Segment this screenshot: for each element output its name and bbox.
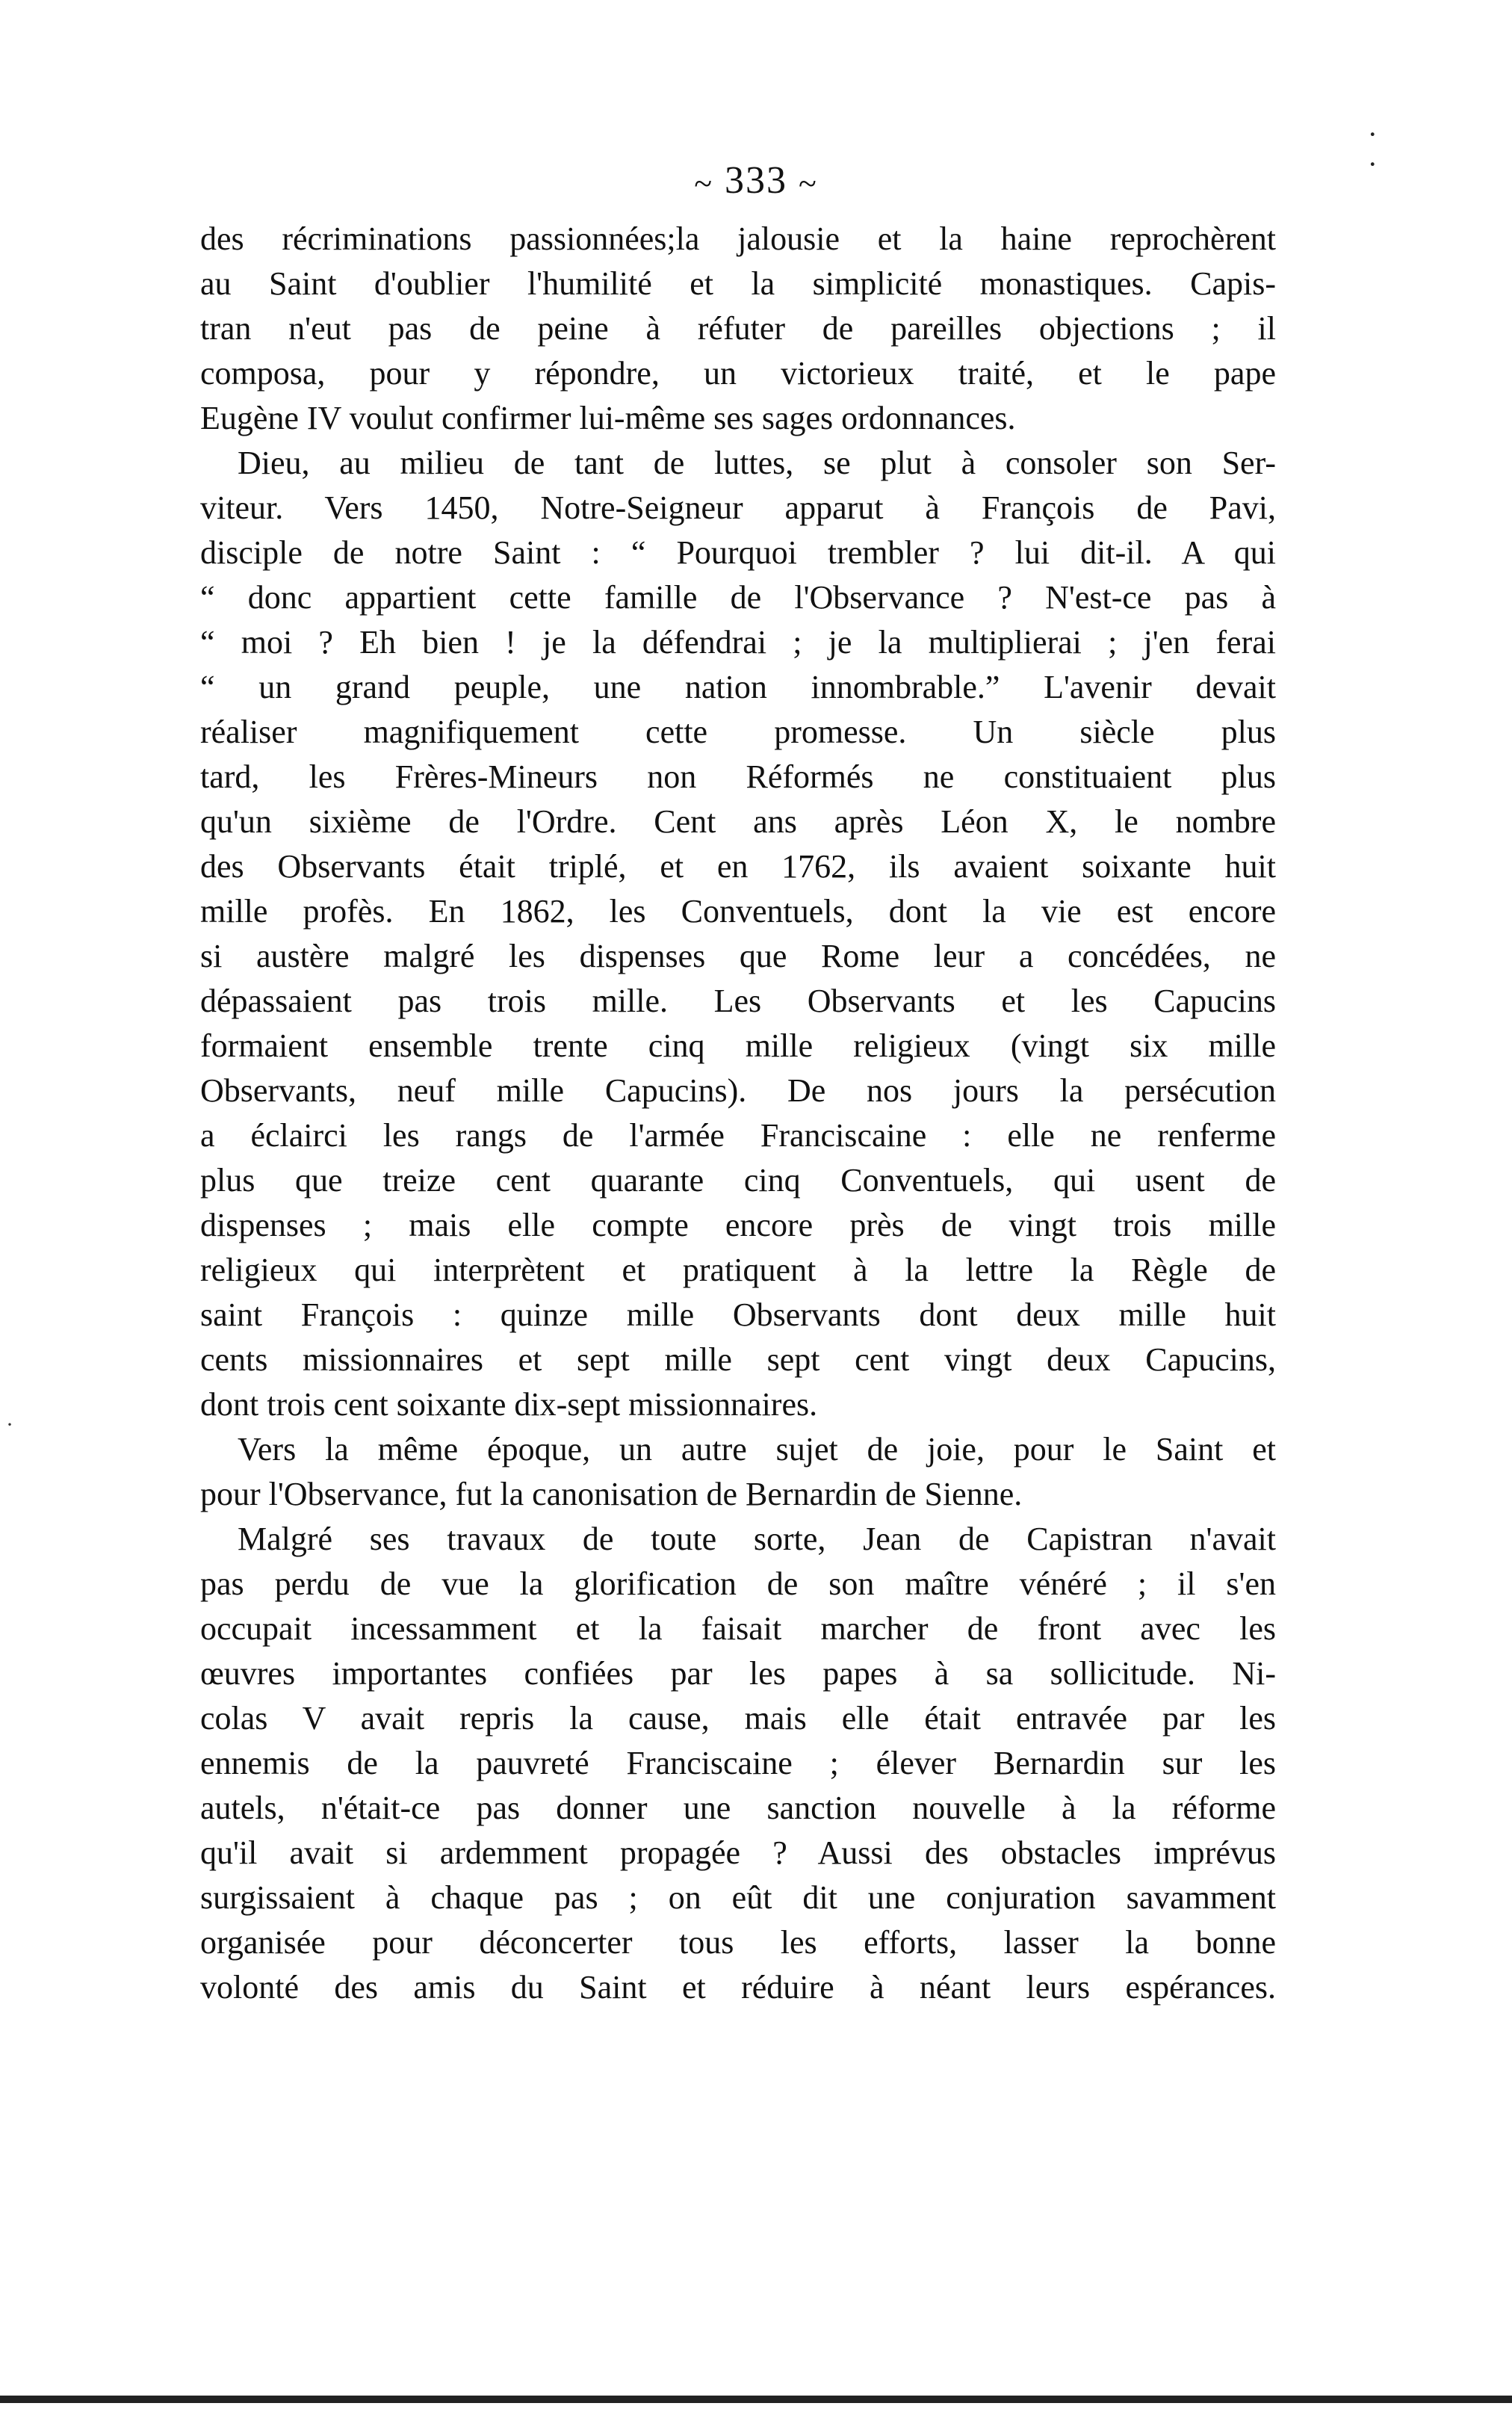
text-line: a éclairci les rangs de l'armée Franciscaine : elle ne renferme	[200, 1117, 1276, 1154]
text-line: saint François : quinze mille Observants dont deux mille huit	[200, 1296, 1276, 1333]
text-line: Dieu, au milieu de tant de luttes, se plut à consoler son Ser-	[238, 445, 1276, 481]
text-line: composa, pour y répondre, un victorieux traité, et le pape	[200, 355, 1276, 392]
text-line: dispenses ; mais elle compte encore près de vingt trois mille	[200, 1207, 1276, 1243]
text-line: tard, les Frères-Mineurs non Réformés ne constituaient plus	[200, 758, 1276, 795]
page-number-value: 333	[725, 159, 787, 202]
text-line: des Observants était triplé, et en 1762, ils avaient soixante huit	[200, 848, 1276, 885]
text-line: dont trois cent soixante dix-sept missionnaires.	[200, 1386, 818, 1423]
text-line: organisée pour déconcerter tous les efforts, lasser la bonne	[200, 1924, 1276, 1961]
text-line: volonté des amis du Saint et réduire à néant leurs espérances.	[200, 1969, 1276, 2006]
text-line: cents missionnaires et sept mille sept cent vingt deux Capucins,	[200, 1341, 1276, 1378]
text-line: viteur. Vers 1450, Notre-Seigneur apparut à François de Pavi,	[200, 489, 1276, 526]
right-ornament: ~	[799, 165, 818, 202]
margin-dot: ·	[6, 1412, 13, 1437]
text-line: Malgré ses travaux de toute sorte, Jean de Capistran n'avait	[238, 1521, 1276, 1557]
text-line: Vers la même époque, un autre sujet de joie, pour le Saint et	[238, 1431, 1276, 1468]
text-line: ennemis de la pauvreté Franciscaine ; élever Bernardin sur les	[200, 1745, 1276, 1781]
text-line: colas V avait repris la cause, mais elle était entravée par les	[200, 1700, 1276, 1737]
margin-mark: · ·	[1367, 117, 1378, 181]
text-line: réaliser magnifiquement cette promesse. Un siècle plus	[200, 714, 1276, 750]
body-text	[200, 217, 1276, 2010]
text-line: “ donc appartient cette famille de l'Observance ? N'est-ce pas à	[200, 579, 1276, 616]
text-line: Eugène IV voulut confirmer lui-même ses sages ordonnances.	[200, 400, 1016, 436]
text-line: disciple de notre Saint : “ Pourquoi trembler ? lui dit-il. A qui	[200, 534, 1276, 571]
text-line: qu'un sixième de l'Ordre. Cent ans après Léon X, le nombre	[200, 803, 1276, 840]
left-ornament: ~	[694, 165, 713, 202]
text-line: “ un grand peuple, une nation innombrable.” L'avenir devait	[200, 669, 1276, 705]
text-line: qu'il avait si ardemment propagée ? Aussi des obstacles imprévus	[200, 1834, 1276, 1871]
text-line: mille profès. En 1862, les Conventuels, dont la vie est encore	[200, 893, 1276, 930]
text-line: tran n'eut pas de peine à réfuter de pareilles objections ; il	[200, 310, 1276, 347]
text-line: surgissaient à chaque pas ; on eût dit une conjuration savamment	[200, 1879, 1276, 1916]
scan-edge	[0, 2396, 1512, 2403]
text-line: occupait incessamment et la faisait marcher de front avec les	[200, 1610, 1276, 1647]
text-line: au Saint d'oublier l'humilité et la simplicité monastiques. Capis-	[200, 265, 1276, 302]
text-line: pour l'Observance, fut la canonisation de Bernardin de Sienne.	[200, 1476, 1023, 1512]
text-line: autels, n'était-ce pas donner une sanction nouvelle à la réforme	[200, 1790, 1276, 1826]
page-number	[0, 158, 1512, 203]
text-line: pas perdu de vue la glorification de son maître vénéré ; il s'en	[200, 1565, 1276, 1602]
text-line: dépassaient pas trois mille. Les Observants et les Capucins	[200, 983, 1276, 1019]
text-line: religieux qui interprètent et pratiquent à la lettre la Règle de	[200, 1252, 1276, 1288]
text-line: des récriminations passionnées;la jalousie et la haine reprochèrent	[200, 220, 1276, 257]
text-line: œuvres importantes confiées par les papes à sa sollicitude. Ni-	[200, 1655, 1276, 1692]
text-line: “ moi ? Eh bien ! je la défendrai ; je la multiplierai ; j'en ferai	[200, 624, 1276, 661]
text-line: formaient ensemble trente cinq mille religieux (vingt six mille	[200, 1027, 1276, 1064]
text-line: plus que treize cent quarante cinq Conventuels, qui usent de	[200, 1162, 1276, 1199]
text-line: si austère malgré les dispenses que Rome leur a concédées, ne	[200, 938, 1276, 974]
text-line: Observants, neuf mille Capucins). De nos jours la persécution	[200, 1072, 1276, 1109]
